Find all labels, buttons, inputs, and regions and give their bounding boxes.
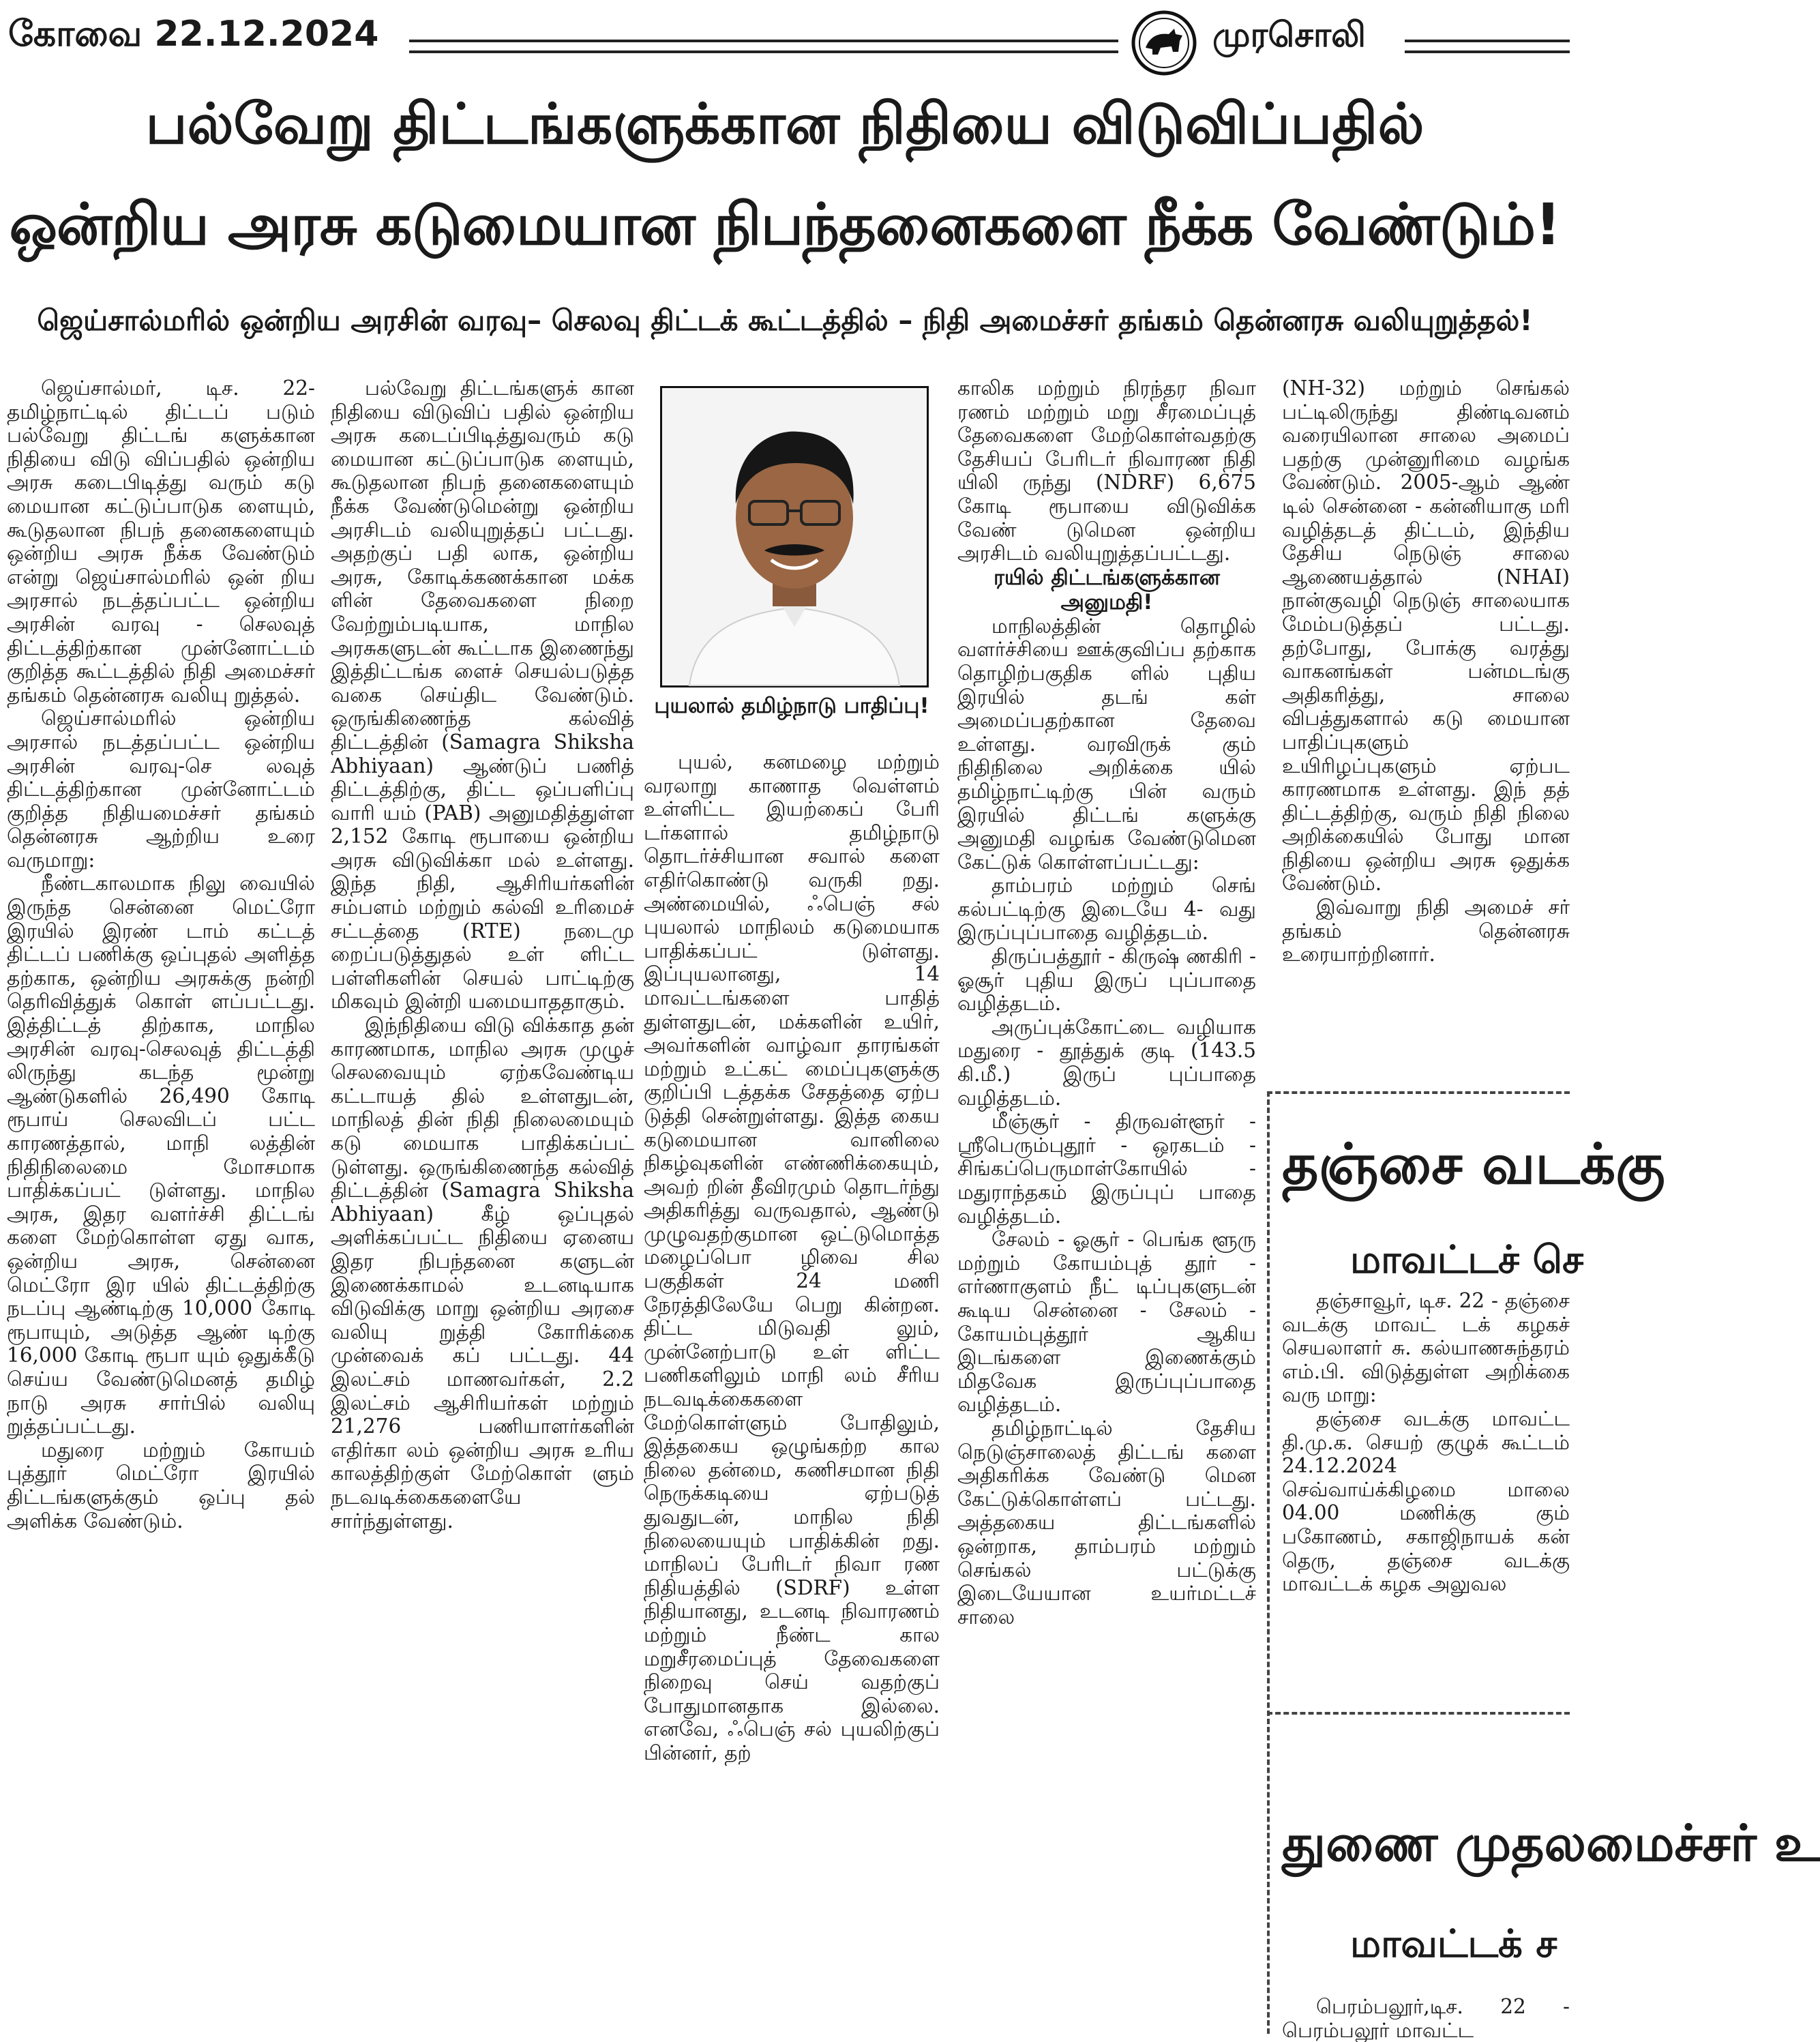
headline-main: ஒன்றிய அரசு கடுமையான நிபந்தனைகளை நீக்க வேண்டும்! xyxy=(9,191,1561,258)
paragraph: ஜெய்சால்மர், டிச. 22- தமிழ்நாட்டில் திட்டப் படும் பல்வேறு திட்டங் களுக்கான நிதியை விடு விப்பதில் ஒன்றிய அரசு கடைபிடித்து வரும் கடு மையான கட்டுப்பாடுக ளையும், கூடுதலான நிபந் தனைகளையும் ஒன்றிய அரசு நீக்க வேண்டும் என்று ஜெய்சால்மரில் ஒன் றிய அரசால் நடத்தப்பட்ட ஒன்றிய அரசின் வரவு - செலவுத் திட்டத்திற்கான முன்னோட்டம் குறித்த கூட்டத்தில் நிதி அமைச்சர் தங்கம் தென்னரசு வலியு றுத்தல். xyxy=(7,376,315,707)
paragraph: தஞ்சை வடக்கு மாவட்ட தி.மு.க. செயற் குழுக் கூட்டம் 24.12.2024 செவ்வாய்க்கிழமை மாலை 04.00 மணிக்கு கும் பகோணம், சகாஜிநாயக் கன் தெரு, தஞ்சை வடக்கு மாவட்டக் கழக அலுவல xyxy=(1282,1406,1570,1596)
masthead-rule-left xyxy=(409,40,1118,53)
article-column-3 xyxy=(644,750,940,2034)
edition-date: கோவை 22.12.2024 xyxy=(8,14,379,55)
sidebox-1-headline: தஞ்சை வடக்கு xyxy=(1282,1132,1665,1197)
sidebox-border-top xyxy=(1267,1091,1570,1094)
headline-deck: ஜெய்சால்மரில் ஒன்றிய அரசின் வரவு– செலவு திட்டக் கூட்டத்தில் – நிதி அமைச்சர் தங்கம் தென்னரசு வலியுறுத்தல்! xyxy=(37,304,1533,337)
paper-name: முரசொலி xyxy=(1212,15,1366,55)
article-column-2 xyxy=(331,376,634,2034)
sidebox-border xyxy=(1267,1091,1270,2034)
paragraph: இந்நிதியை விடு விக்காத தன் காரணமாக, மாநில அரசு முழுச் செலவையும் ஏற்கவேண்டிய கட்டாயத் தில் உள்ளதுடன், மாநிலத் தின் நிதி நிலைமையும் கடு மையாக பாதிக்கப்பட் டுள்ளது. ஒருங்கிணைந்த கல்வித் திட்டத்தின் (Samagra Shiksha Abhiyaan) கீழ் ஒப்புதல் அளிக்கப்பட்ட நிதியை ஏனைய இதர நிபந்தனை களுடன் இணைக்காமல் உடனடியாக விடுவிக்கு மாறு ஒன்றிய அரசை வலியு றுத்தி கோரிக்கை முன்வைக் கப் பட்டது. 44 இலட்சம் மாணவர்கள், 2.2 இலட்சம் ஆசிரியர்கள் மற்றும் 21,276 பணியாளர்களின் எதிர்கா லம் ஒன்றிய அரசு உரிய காலத்திற்குள் மேற்கொள் ளும் நடவடிக்கைகளையே சார்ந்துள்ளது. xyxy=(331,1013,634,1533)
paragraph: திருப்பத்தூர் - கிருஷ் ணகிரி - ஓசூர் புதிய இருப் புப்பாதை வழித்தடம். xyxy=(957,945,1256,1016)
paragraph: புயல், கனமழை மற்றும் வரலாறு காணாத வெள்ளம் உள்ளிட்ட இயற்கைப் பேரி டர்களால் தமிழ்நாடு தொடர்ச்சியான சவால் களை எதிர்கொண்டு வருகி றது. அண்மையில், ஃபெஞ் சல் புயலால் மாநிலம் கடுமையாக பாதிக்கப்பட் டுள்ளது. இப்புயலானது, 14 மாவட்டங்களை பாதித் துள்ளதுடன், மக்களின் உயிர், அவர்களின் வாழ்வா தாரங்கள் மற்றும் உட்கட் மைப்புகளுக்கு குறிப்பி டத்தக்க சேதத்தை ஏற்ப டுத்தி சென்றுள்ளது. இத்த கைய கடுமையான வானிலை நிகழ்வுகளின் எண்ணிக்கையும், அவற் றின் தீவிரமும் தொடர்ந்து அதிகரித்து வருவதால், ஆண்டு முழுவதற்குமான ஒட்டுமொத்த மழைப்பொ ழிவை சில பகுதிகள் 24 மணி நேரத்திலேயே பெறு கின்றன. திட்ட மிடுவதி லும், முன்னேற்பாடு உள் ளிட்ட பணிகளிலும் மாநி லம் சீரிய நடவடிக்கைகளை மேற்கொள்ளும் போதிலும், இத்தகைய ஒழுங்கற்ற கால நிலை தன்மை, கணிசமான நிதி நெருக்கடியை ஏற்படுத் துவதுடன், மாநில நிதி நிலையையும் பாதிக்கின் றது. மாநிலப் பேரிடர் நிவா ரண நிதியத்தில் (SDRF) உள்ள நிதியானது, உடனடி நிவாரணம் மற்றும் நீண்ட கால மறுசீரமைப்புத் தேவைகளை நிறைவு செய் வதற்குப் போதுமானதாக இல்லை. எனவே, ஃபெஞ் சல் புயலிற்குப் பின்னர், தற் xyxy=(644,750,940,1764)
article-column-4 xyxy=(957,376,1256,2034)
minister-portrait-photo xyxy=(660,386,929,687)
masthead xyxy=(0,0,1570,82)
sidebox-2-headline: துணை முதலமைச்சர் உ xyxy=(1282,1814,1820,1873)
paragraph: மதுரை மற்றும் கோயம் புத்தூர் மெட்ரோ இரயில் திட்டங்களுக்கும் ஒப்பு தல் அளிக்க வேண்டும். xyxy=(7,1438,315,1533)
bull-emblem-icon xyxy=(1131,10,1197,76)
subheading-rail-approval: ரயில் திட்டங்களுக்கான அனுமதி! xyxy=(994,565,1220,615)
sidebox-divider xyxy=(1267,1712,1570,1715)
paragraph: அருப்புக்கோட்டை வழியாக மதுரை - தூத்துக் குடி (143.5 கி.மீ.) இருப் புப்பாதை வழித்தடம். xyxy=(957,1015,1256,1110)
sidebox-2-body xyxy=(1282,1995,1570,2042)
masthead-rule-right xyxy=(1405,40,1570,53)
paragraph: ஜெய்சால்மரில் ஒன்றிய அரசால் நடத்தப்பட்ட ஒன்றிய அரசின் வரவு-செ லவுத் திட்டத்திற்கான முன்னோட்டம் குறித்த நிதியமைச்சர் தங்கம் தென்னரசு ஆற்றிய உரை வருமாறு: xyxy=(7,707,315,872)
article-column-1 xyxy=(7,376,315,2034)
paragraph: மாநிலத்தின் தொழில் வளர்ச்சியை ஊக்குவிப்ப தற்காக தொழிற்பகுதிக ளில் புதிய இரயில் தடங் கள் அமைப்பதற்கான தேவை உள்ளது. வரவிருக் கும் நிதிநிலை அறிக்கை யில் தமிழ்நாட்டிற்கு பின் வரும் இரயில் திட்டங் களுக்கு அனுமதி வழங்க வேண்டுமென கேட்டுக் கொள்ளப்பட்டது: xyxy=(957,614,1256,874)
paragraph: காலிக மற்றும் நிரந்தர நிவா ரணம் மற்றும் மறு சீரமைப்புத் தேவைகளை மேற்கொள்வதற்கு தேசியப் பேரிடர் நிவாரண நிதி யிலி ருந்து (NDRF) 6,675 கோடி ரூபாயை விடுவிக்க வேண் டுமென ஒன்றிய அரசிடம் வலியுறுத்தப்பட்டது. xyxy=(957,376,1256,565)
sidebox-1-subheadline: மாவட்டச் செ xyxy=(1350,1238,1584,1282)
paragraph: பெரம்பலூர்,டிச. 22 - பெரம்பலூர் மாவட்ட xyxy=(1282,1995,1570,2042)
paragraph: தமிழ்நாட்டில் தேசிய நெடுஞ்சாலைத் திட்டங் களை அதிகரிக்க வேண்டு மென கேட்டுக்கொள்ளப் பட்டது. அத்தகைய திட்டங்களில் ஒன்றாக, தாம்பரம் மற்றும் செங்கல் பட்டுக்கு இடையேயான உயர்மட்டச் சாலை xyxy=(957,1416,1256,1629)
paragraph: சேலம் - ஓசூர் - பெங்க ளூரு மற்றும் கோயம்புத் தூர் - எர்ணாகுளம் நீட் டிப்புகளுடன் கூடிய சென்னை - சேலம் - கோயம்புத்தூர் ஆகிய இடங்களை இணைக்கும் மிதவேக இருப்புப்பாதை வழித்தடம். xyxy=(957,1228,1256,1417)
paragraph: தஞ்சாவூர், டிச. 22 - தஞ்சை வடக்கு மாவட் டக் கழகச் செயலாளர் சு. கல்யாணசுந்தரம் எம்.பி. விடுத்துள்ள அறிக்கை வரு மாறு: xyxy=(1282,1289,1570,1407)
photo-caption: புயலால் தமிழ்நாடு பாதிப்பு! xyxy=(654,694,929,718)
paragraph: மீஞ்சூர் - திருவள்ளூர் - ஸ்ரீபெரும்புதூர் - ஒரகடம் - சிங்கப்பெருமாள்கோயில் - மதுராந்தகம் இருப்புப் பாதை வழித்தடம். xyxy=(957,1110,1256,1228)
paragraph: நீண்டகாலமாக நிலு வையில் இருந்த சென்னை மெட்ரோ இரயில் இரண் டாம் கட்டத் திட்டப் பணிக்கு ஒப்புதல் அளித்த தற்காக, ஒன்றிய அரசுக்கு நன்றி தெரிவித்துக் கொள் ளப்பட்டது. இத்திட்டத் திற்காக, மாநில அரசின் வரவு-செலவுத் திட்டத்தி லிருந்து கடந்த மூன்று ஆண்டுகளில் 26,490 கோடி ரூபாய் செலவிடப் பட்ட காரணத்தால், மாநி லத்தின் நிதிநிலைமை மோசமாக பாதிக்கப்பட் டுள்ளது. மாநில அரசு, இதர வளர்ச்சி திட்டங் களை மேற்கொள்ள ஏது வாக, ஒன்றிய அரசு, சென்னை மெட்ரோ இர யில் திட்டத்திற்கு நடப்பு ஆண்டிற்கு 10,000 கோடி ரூபாயும், அடுத்த ஆண் டிற்கு 16,000 கோடி ரூபா யும் ஒதுக்கீடு செய்ய வேண்டுமெனத் தமிழ் நாடு அரசு சார்பில் வலியு றுத்தப்பட்டது. xyxy=(7,872,315,1438)
paragraph: தாம்பரம் மற்றும் செங் கல்பட்டிற்கு இடையே 4- வது இருப்புப்பாதை வழித்தடம். xyxy=(957,874,1256,945)
article-column-5 xyxy=(1282,376,1570,1086)
sidebox-2-subheadline: மாவட்டக் ச xyxy=(1350,1922,1557,1966)
sidebox-1-body xyxy=(1282,1289,1570,1596)
paragraph: பல்வேறு திட்டங்களுக் கான நிதியை விடுவிப் பதில் ஒன்றிய அரசு கடைப்பிடித்துவரும் கடு மையான கட்டுப்பாடுக ளையும், கூடுதலான நிபந் தனைகளையும் நீக்க வேண்டுமென்று ஒன்றிய அரசிடம் வலியுறுத்தப் பட்டது. அதற்குப் பதி லாக, ஒன்றிய அரசு, கோடிக்கணக்கான மக்க ளின் தேவைகளை நிறை வேற்றும்படியாக, மாநில அரசுகளுடன் கூட்டாக இணைந்து இத்திட்டங்க ளைச் செயல்படுத்த வகை செய்திட வேண்டும். ஒருங்கிணைந்த கல்வித் திட்டத்தின் (Samagra Shiksha Abhiyaan) ஆண்டுப் பணித் திட்டத்திற்கு, திட்ட ஒப்பளிப்பு வாரி யம் (PAB) அனுமதித்துள்ள 2,152 கோடி ரூபாயை ஒன்றிய அரசு விடுவிக்கா மல் உள்ளது. இந்த நிதி, ஆசிரியர்களின் சம்பளம் மற்றும் கல்வி உரிமைச் சட்டத்தை (RTE) நடைமு றைப்படுத்துதல் உள் ளிட்ட பள்ளிகளின் செயல் பாட்டிற்கு மிகவும் இன்றி யமையாததாகும். xyxy=(331,376,634,1013)
paragraph: (NH-32) மற்றும் செங்கல் பட்டிலிருந்து திண்டிவனம் வரையிலான சாலை அமைப் பதற்கு முன்னுரிமை வழங்க வேண்டும். 2005-ஆம் ஆண் டில் சென்னை - கன்னியாகு மரி வழித்தடத் திட்டம், இந்திய தேசிய நெடுஞ் சாலை ஆணையத்தால் (NHAI) நான்குவழி நெடுஞ் சாலையாக மேம்படுத்தப் பட்டது. தற்போது, போக்கு வரத்து வாகனங்கள் பன்மடங்கு அதிகரித்து, சாலை விபத்துகளால் கடு மையான பாதிப்புகளும் உயிரிழப்புகளும் ஏற்பட காரணமாக உள்ளது. இந் தத் திட்டத்திற்கு, வரும் நிதி நிலை அறிக்கையில் போது மான நிதியை ஒன்றிய அரசு ஒதுக்க வேண்டும். xyxy=(1282,376,1570,896)
paragraph: இவ்வாறு நிதி அமைச் சர் தங்கம் தென்னரசு உரையாற்றினார். xyxy=(1282,896,1570,966)
headline-kicker: பல்வேறு திட்டங்களுக்கான நிதியை விடுவிப்பதில் xyxy=(145,92,1424,157)
